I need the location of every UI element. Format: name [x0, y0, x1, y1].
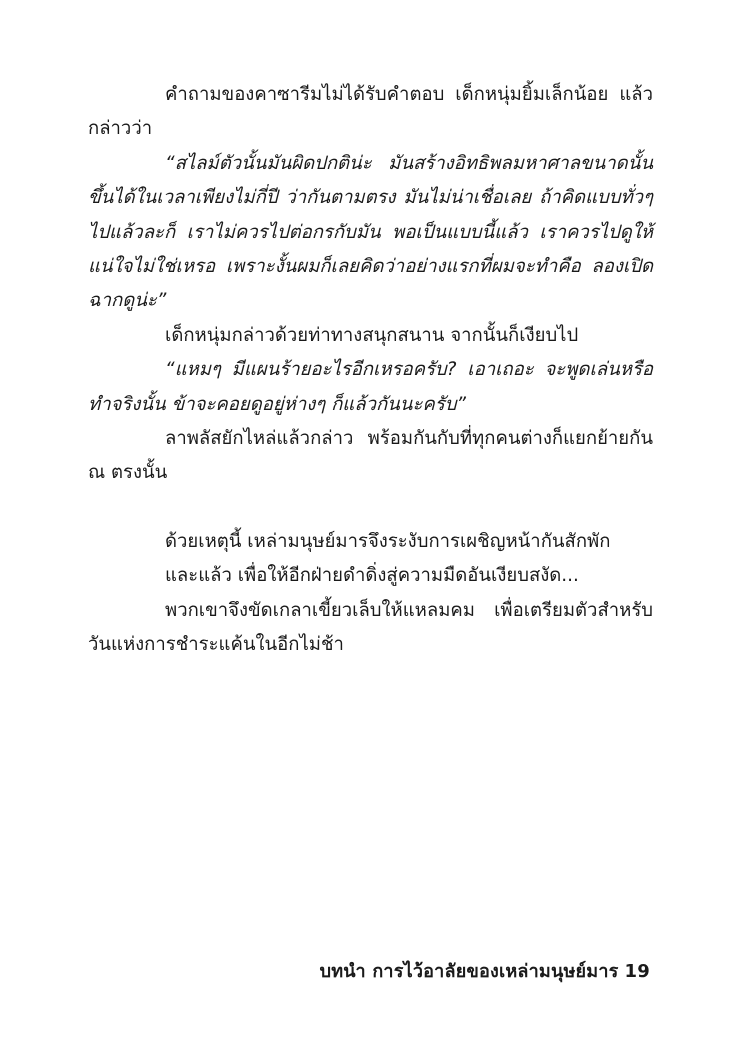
running-footer	[320, 956, 650, 985]
paragraph-narration-4: ด้วยเหตุนี้ เหล่ามนุษย์มารจึงระงับการเผชิญหน้ากันสักพัก	[165, 530, 611, 552]
paragraph-narration-5: และแล้ว เพื่อให้อีกฝ่ายดำดิ่งสู่ความมืดอันเงียบสงัด...	[165, 565, 579, 587]
body-text	[88, 78, 653, 663]
paragraph-narration-3: ลาพลัสยักไหล่แล้วกล่าว พร้อมกันกับที่ทุกคนต่างก็แยกย้ายกัน ณ ตรงนั้น	[88, 428, 653, 484]
paragraph-narration-2: เด็กหนุ่มกล่าวด้วยท่าทางสนุกสนาน จากนั้นก็เงียบไป	[165, 324, 579, 346]
paragraph-narration-1: คำถามของคาซารีมไม่ได้รับคำตอบ เด็กหนุ่มยิ้มเล็กน้อย แล้วกล่าวว่า	[88, 84, 653, 140]
paragraph-narration-6: พวกเขาจึงขัดเกลาเขี้ยวเล็บให้แหลมคม เพื่อเตรียมตัวสำหรับวันแห่งการชำระแค้นในอีกไม่ช้า	[88, 599, 653, 656]
chapter-title: บทนำ การไว้อาลัยของเหล่ามนุษย์มาร	[319, 961, 619, 982]
page-number: 19	[624, 961, 650, 982]
paragraph-dialogue-1: “สไลม์ตัวนั้นมันผิดปกติน่ะ มันสร้างอิทธิพลมหาศาลขนาดนั้นขึ้นได้ในเวลาเพียงไม่กี่ปี ว่ากันตามตรง มันไม่น่าเชื่อเลย ถ้าคิดแบบทั่วๆ ไปแล้วละก็ เราไม่ควรไปต่อกรกับมัน พอเป็นแบบนี้แล้ว เราควรไปดูให้แน่ใจไม่ใช่เหรอ เพราะงั้นผมก็เลยคิดว่าอย่างแรกที่ผมจะทำคือ ลองเปิดฉากดูน่ะ”	[88, 152, 653, 312]
section-break	[88, 491, 653, 525]
paragraph-dialogue-2: “แหมๆ มีแผนร้ายอะไรอีกเหรอครับ? เอาเถอะ จะพูดเล่นหรือทำจริงนั้น ข้าจะคอยดูอยู่ห่างๆ ก็แล้วกันนะครับ”	[88, 359, 653, 415]
